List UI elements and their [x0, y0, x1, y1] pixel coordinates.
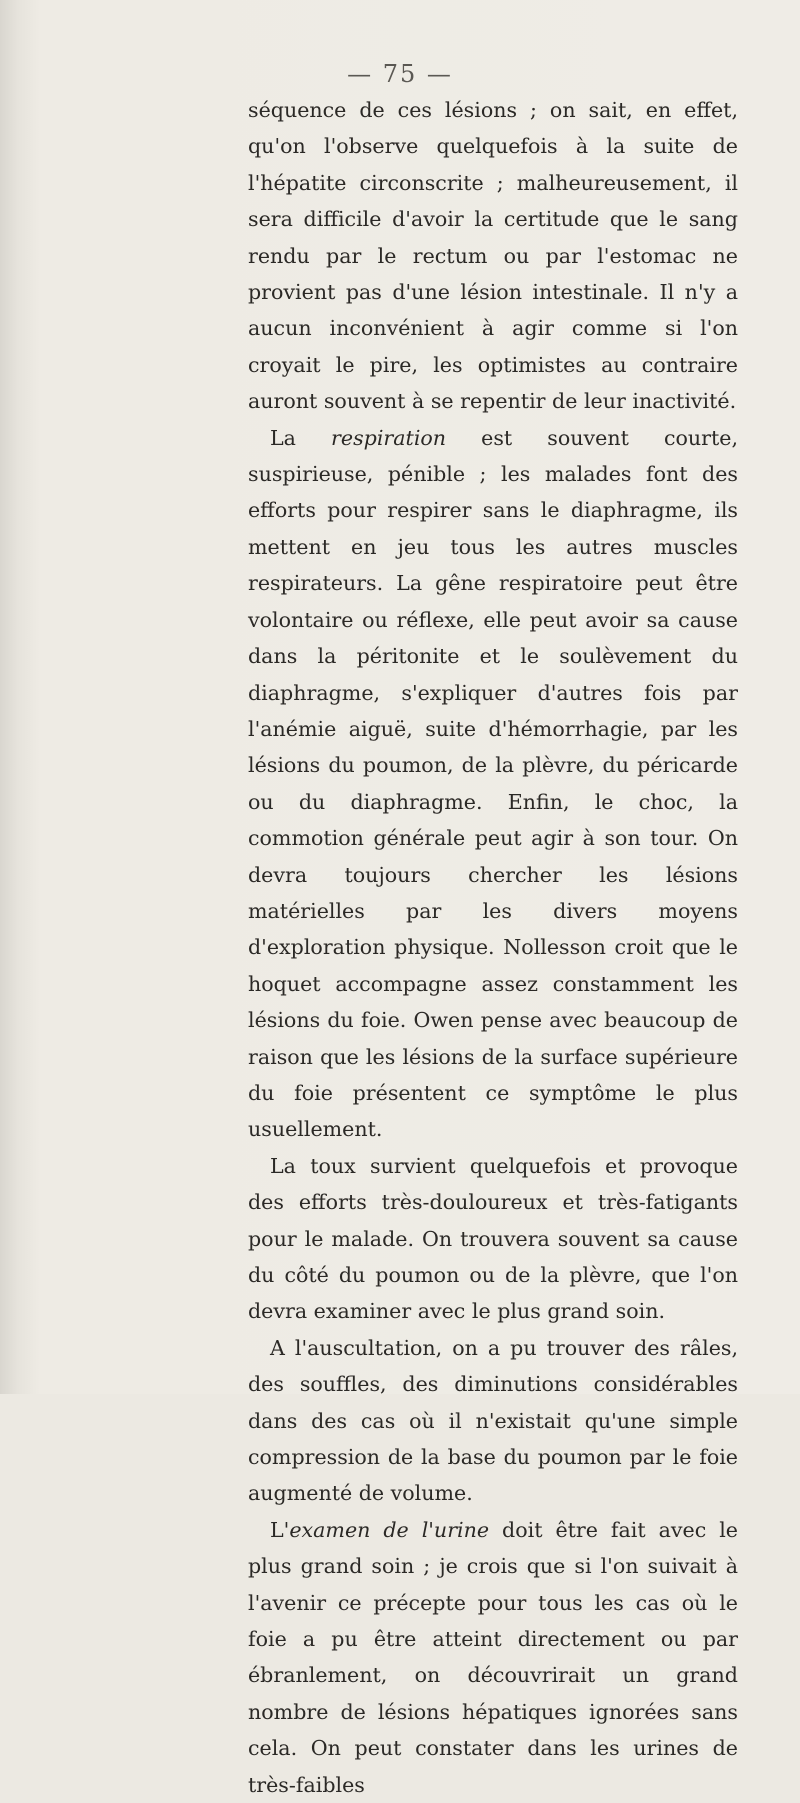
paragraph-5-italic-term: examen de l'urine: [289, 1517, 490, 1542]
paragraph-2-text: est souvent courte, suspirieuse, pénible ; les malades font des efforts pour respirer sans le diaphragme, ils mettent en jeu tous les autres muscles respirateurs. La gêne respiratoire peut être volontaire ou réflexe, elle peut avoir sa cause dans la péritonite et le soulèvement du diaphragme, s'expliquer d'autres fois par l'anémie aiguë, suite d'hémorrhagie, par les lésions du poumon, de la plèvre, du péricarde ou du diaphragme. Enfin, le choc, la commotion générale peut agir à son tour. On devra toujours chercher les lésions matérielles par les divers moyens d'exploration physique. Nollesson croit que le hoquet accompagne assez constamment les lésions du foie. Owen pense avec beaucoup de raison que les lésions de la surface supérieure du foie présentent ce symptôme le plus usuellement.: [248, 425, 739, 1142]
paragraph-4-text: A l'auscultation, on a pu trouver des râles, des souffles, des diminutions considérables dans des cas où il n'existait qu'une simple compression de la base du poumon par le foie augmenté de volume.: [248, 1335, 738, 1506]
paragraph-2-lead: La: [270, 425, 332, 450]
paragraph-2-italic-term: respiration: [331, 425, 447, 450]
paragraph-5: [248, 1512, 738, 1803]
paragraph-1: [248, 92, 738, 420]
paragraph-1-text: séquence de ces lésions ; on sait, en effet, qu'on l'observe quelquefois à la suite de l'hépatite circonscrite ; malheureusement, il sera difficile d'avoir la certitude que le sang rendu par le rectum ou par l'estomac ne provient pas d'une lésion intestinale. Il n'y a aucun inconvénient à agir comme si l'on croyait le pire, les optimistes au contraire auront souvent à se repentir de leur inactivité.: [248, 98, 738, 414]
paragraph-5-lead: L': [270, 1517, 290, 1542]
paragraph-2: [248, 420, 738, 1148]
body-text: [248, 92, 738, 1803]
paragraph-5-text: doit être fait avec le plus grand soin ; je crois que si l'on suivait à l'avenir ce précepte pour tous les cas où le foie a pu être atteint directement ou par ébranlement, on découvrirait un grand nombre de lésions hépatiques ignorées sans cela. On peut constater dans les urines de très-faibles: [248, 1517, 738, 1797]
paragraph-4: [248, 1330, 738, 1512]
paragraph-3-text: La toux survient quelquefois et provoque des efforts très-douloureux et très-fatigants pour le malade. On trouvera souvent sa cause du côté du poumon ou de la plèvre, que l'on devra examiner avec le plus grand soin.: [248, 1153, 738, 1324]
page-number: — 75 —: [347, 60, 453, 88]
paragraph-3: [248, 1148, 738, 1330]
